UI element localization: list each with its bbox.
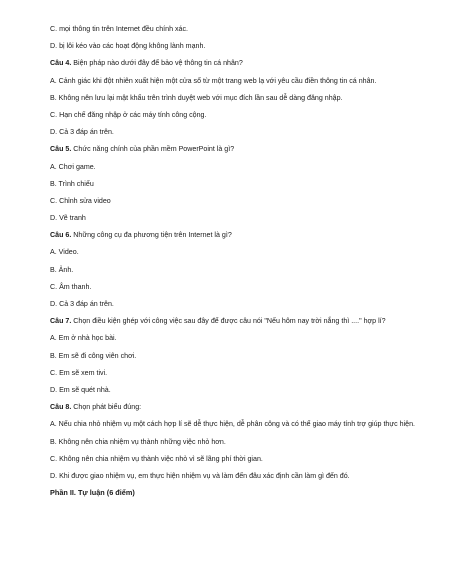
question-6-label: Câu 6. <box>50 231 72 240</box>
question-7 <box>50 316 418 326</box>
question-5-text: Chức năng chính của phần mềm PowerPoint là gì? <box>71 145 235 154</box>
option-6a: A. Video. <box>50 248 79 257</box>
question-5 <box>50 144 418 154</box>
question-6-text: Những công cụ đa phương tiện trên Internet là gì? <box>71 231 232 240</box>
section-heading: Phần II. Tự luận (6 điểm) <box>50 488 135 498</box>
option-6c: C. Âm thanh. <box>50 282 92 291</box>
document-content <box>50 24 418 505</box>
option-7b: B. Em sẽ đi công viên chơi. <box>50 351 137 360</box>
option-8c: C. Không nên chia nhiệm vụ thành việc nhỏ vì sẽ lãng phí thời gian. <box>50 454 263 463</box>
option-4b: B. Không nên lưu lại mật khẩu trên trình duyệt web với mục đích lần sau dễ dàng đăng nhập. <box>50 93 343 102</box>
option-4a: A. Cảnh giác khi đột nhiên xuất hiện một cửa sổ từ một trang web lạ với yêu cầu điền thông tin cá nhân. <box>50 76 377 85</box>
option-6d: D. Cả 3 đáp án trên. <box>50 300 114 308</box>
option-7a: A. Em ở nhà học bài. <box>50 334 117 343</box>
option-4c: C. Hạn chế đăng nhập ở các máy tính công cộng. <box>50 110 207 119</box>
question-8-label: Câu 8. <box>50 403 72 412</box>
option-4d: D. Cả 3 đáp án trên. <box>50 128 114 137</box>
option-8a: A. Nếu chia nhỏ nhiệm vụ một cách hợp lí sẽ dễ thực hiện, dễ phân công và có thể giao máy tính trợ giúp thực hiện. <box>50 420 416 429</box>
option-6b: B. Ảnh. <box>50 265 74 274</box>
question-8 <box>50 402 418 412</box>
option-5a: A. Chơi game. <box>50 162 96 171</box>
question-7-text: Chọn điều kiện ghép với công việc sau đây để được câu nói "Nếu hôm nay trời nắng thì ...." hợp lí? <box>71 317 386 326</box>
option-5d: D. Vẽ tranh <box>50 214 86 223</box>
option-7c: C. Em sẽ xem tivi. <box>50 368 108 377</box>
question-4 <box>50 58 418 68</box>
option-8b: B. Không nên chia nhiệm vụ thành những việc nhỏ hơn. <box>50 437 226 446</box>
question-5-label: Câu 5. <box>50 145 72 154</box>
option-8d: D. Khi được giao nhiệm vụ, em thực hiện nhiệm vụ và làm đến đâu xác định cần làm gì đến đó. <box>50 471 350 480</box>
question-4-label: Câu 4. <box>50 59 72 68</box>
option-3c: C. mọi thông tin trên Internet đều chính xác. <box>50 25 189 33</box>
option-7d: D. Em sẽ quét nhà. <box>50 385 111 394</box>
question-8-text: Chọn phát biểu đúng: <box>71 403 142 412</box>
option-5c: C. Chỉnh sửa video <box>50 196 111 205</box>
question-6 <box>50 230 418 240</box>
option-3d: D. bị lôi kéo vào các hoạt động không lành mạnh. <box>50 42 206 51</box>
option-5b: B. Trình chiếu <box>50 179 94 188</box>
question-7-label: Câu 7. <box>50 317 72 326</box>
question-4-text: Biện pháp nào dưới đây để bảo vệ thông tin cá nhân? <box>71 59 243 68</box>
